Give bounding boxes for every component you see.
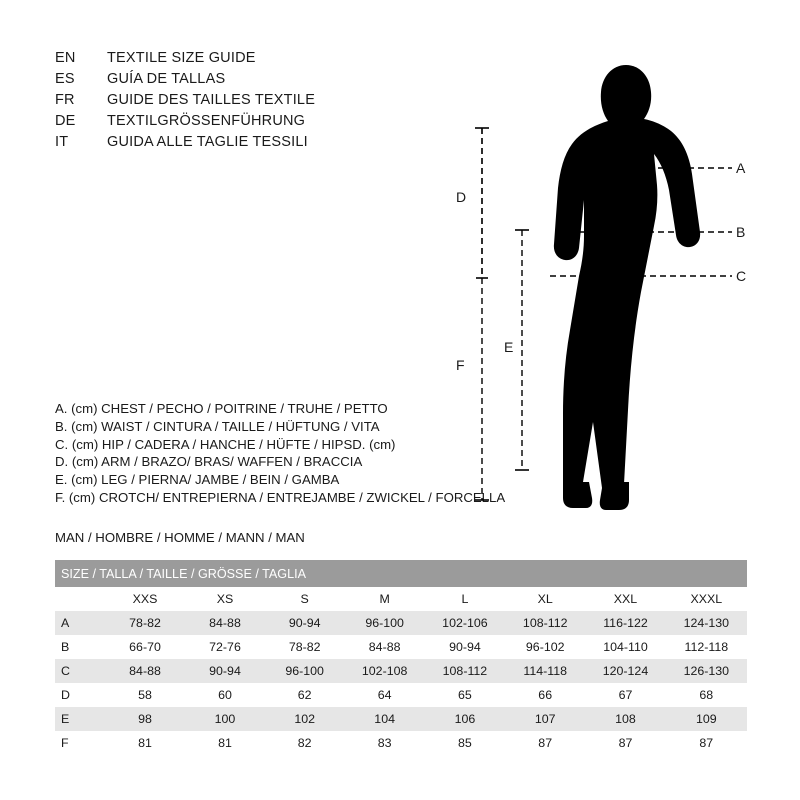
cell: 108-112 [425,659,505,683]
cell: 72-76 [185,635,265,659]
gender-label: MAN / HOMBRE / HOMME / MANN / MAN [55,530,305,545]
legend-item-b: B. (cm) WAIST / CINTURA / TAILLE / HÜFTUNG / VITA [55,418,380,434]
cell: 87 [585,731,665,755]
cell: 81 [105,731,185,755]
cell: 108 [585,707,665,731]
cell: 82 [265,731,345,755]
cell: 62 [265,683,345,707]
table-row [55,635,747,659]
row-label: A [55,611,105,635]
language-row [55,134,475,155]
language-title: GUÍA DE TALLAS [107,71,226,87]
marker-label-f: F [456,357,465,373]
table-row [55,731,747,755]
cell: 78-82 [105,611,185,635]
size-table [55,560,747,755]
legend-item-c: C. (cm) HIP / CADERA / HANCHE / HÜFTE / HIPSD. (cm) [55,436,396,452]
legend-item-f: F. (cm) CROTCH/ ENTREPIERNA / ENTREJAMBE / ZWICKEL / FORCELLA [55,489,506,505]
language-title: GUIDA ALLE TAGLIE TESSILI [107,134,308,150]
cell: 106 [425,707,505,731]
table-header-label: SIZE / TALLA / TAILLE / GRÖSSE / TAGLIA [55,560,747,587]
cell: 60 [185,683,265,707]
cell: 90-94 [425,635,505,659]
column-header-xs: XS [185,587,265,611]
cell: 96-100 [265,659,345,683]
language-code: EN [55,50,76,66]
language-row [55,113,475,134]
language-code: DE [55,113,76,129]
cell: 66 [505,683,585,707]
cell: 107 [505,707,585,731]
column-header-s: S [265,587,345,611]
cell: 102-106 [425,611,505,635]
language-code: IT [55,134,69,150]
column-header-xl: XL [505,587,585,611]
cell: 67 [585,683,665,707]
cell: 96-102 [505,635,585,659]
marker-label-c: C [736,268,747,284]
legend-item-e: E. (cm) LEG / PIERNA/ JAMBE / BEIN / GAMBA [55,472,340,488]
cell: 104-110 [585,635,665,659]
row-label: E [55,707,105,731]
table-column-header-row [55,587,747,611]
language-title-block [55,50,475,155]
language-row [55,92,475,113]
cell: 84-88 [345,635,425,659]
column-header-l: L [425,587,505,611]
cell: 81 [185,731,265,755]
marker-label-b: B [736,224,746,240]
cell: 83 [345,731,425,755]
table-row [55,707,747,731]
marker-label-e: E [504,339,514,355]
language-row [55,50,475,71]
table-row [55,659,747,683]
row-label: D [55,683,105,707]
size-table-container [55,560,747,755]
cell: 112-118 [666,635,747,659]
language-code: ES [55,71,75,87]
body-measurement-diagram [430,30,770,530]
cell: 84-88 [105,659,185,683]
marker-label-a: A [736,160,746,176]
cell: 98 [105,707,185,731]
language-row [55,71,475,92]
cell: 102-108 [345,659,425,683]
cell: 96-100 [345,611,425,635]
column-header-blank [55,587,105,611]
cell: 102 [265,707,345,731]
cell: 65 [425,683,505,707]
man-silhouette-icon [554,65,700,510]
cell: 64 [345,683,425,707]
cell: 100 [185,707,265,731]
cell: 87 [505,731,585,755]
cell: 58 [105,683,185,707]
cell: 84-88 [185,611,265,635]
language-title: GUIDE DES TAILLES TEXTILE [107,92,316,108]
cell: 124-130 [666,611,747,635]
cell: 90-94 [185,659,265,683]
cell: 87 [666,731,747,755]
row-label: B [55,635,105,659]
cell: 78-82 [265,635,345,659]
legend-item-a: A. (cm) CHEST / PECHO / POITRINE / TRUHE / PETTO [55,401,388,416]
cell: 116-122 [585,611,665,635]
legend-item-d: D. (cm) ARM / BRAZO/ BRAS/ WAFFEN / BRACCIA [55,454,363,470]
cell: 68 [666,683,747,707]
language-title: TEXTILGRÖSSENFÜHRUNG [107,113,306,129]
table-header-band [55,560,747,587]
cell: 104 [345,707,425,731]
cell: 120-124 [585,659,665,683]
cell: 114-118 [505,659,585,683]
marker-label-d: D [456,189,467,205]
column-header-xxs: XXS [105,587,185,611]
cell: 108-112 [505,611,585,635]
column-header-m: M [345,587,425,611]
column-header-xxl: XXL [585,587,665,611]
language-title: TEXTILE SIZE GUIDE [107,50,256,66]
table-row [55,611,747,635]
cell: 90-94 [265,611,345,635]
language-code: FR [55,92,75,108]
measurement-legend [55,400,506,507]
cell: 126-130 [666,659,747,683]
cell: 66-70 [105,635,185,659]
table-row [55,683,747,707]
cell: 109 [666,707,747,731]
column-header-xxxl: XXXL [666,587,747,611]
row-label: F [55,731,105,755]
cell: 85 [425,731,505,755]
row-label: C [55,659,105,683]
